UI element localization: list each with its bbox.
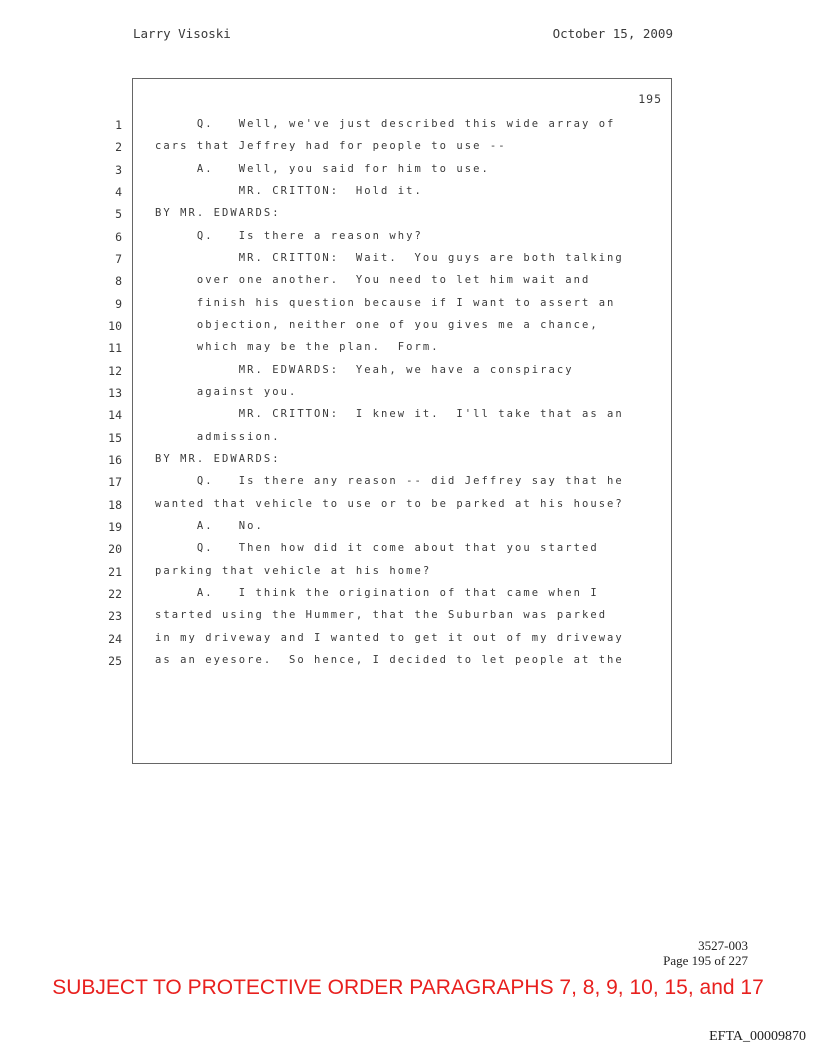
line-number: 16 xyxy=(108,453,122,467)
line-text: A. No. xyxy=(155,520,264,532)
line-text: BY MR. EDWARDS: xyxy=(155,453,281,465)
line-number: 9 xyxy=(115,297,122,311)
transcript-page-number: 195 xyxy=(638,92,662,106)
line-number: 11 xyxy=(108,341,122,355)
line-number: 21 xyxy=(108,565,122,579)
line-number: 13 xyxy=(108,386,122,400)
line-text: finish his question because if I want to assert an xyxy=(155,297,616,309)
line-text: parking that vehicle at his home? xyxy=(155,565,432,577)
line-number: 22 xyxy=(108,587,122,601)
line-number: 20 xyxy=(108,542,122,556)
line-text: admission. xyxy=(155,431,281,443)
line-number: 18 xyxy=(108,498,122,512)
line-number: 8 xyxy=(115,274,122,288)
line-number: 19 xyxy=(108,520,122,534)
line-text: over one another. You need to let him wait and xyxy=(155,274,591,286)
line-text: wanted that vehicle to use or to be parked at his house? xyxy=(155,498,624,510)
line-text: which may be the plan. Form. xyxy=(155,341,440,353)
line-text: against you. xyxy=(155,386,298,398)
line-text: Q. Then how did it come about that you started xyxy=(155,542,599,554)
line-number: 15 xyxy=(108,431,122,445)
line-number: 12 xyxy=(108,364,122,378)
line-text: in my driveway and I wanted to get it out of my driveway xyxy=(155,632,624,644)
bates-number: EFTA_00009870 xyxy=(709,1029,806,1044)
line-text: started using the Hummer, that the Suburban was parked xyxy=(155,609,608,621)
line-number: 23 xyxy=(108,609,122,623)
line-text: as an eyesore. So hence, I decided to let people at the xyxy=(155,654,624,666)
line-number: 6 xyxy=(115,230,122,244)
line-text: Q. Well, we've just described this wide array of xyxy=(155,118,616,130)
header-date: October 15, 2009 xyxy=(552,26,673,41)
line-text: MR. CRITTON: Wait. You guys are both talking xyxy=(155,252,624,264)
line-number: 10 xyxy=(108,319,122,333)
line-text: Q. Is there any reason -- did Jeffrey say that he xyxy=(155,475,624,487)
line-text: cars that Jeffrey had for people to use -- xyxy=(155,140,507,152)
protective-order-notice: SUBJECT TO PROTECTIVE ORDER PARAGRAPHS 7, 8, 9, 10, 15, and 17 xyxy=(52,976,764,999)
line-number: 2 xyxy=(115,140,122,154)
line-text: BY MR. EDWARDS: xyxy=(155,207,281,219)
line-number: 5 xyxy=(115,207,122,221)
line-number: 24 xyxy=(108,632,122,646)
doc-code: 3527-003 xyxy=(698,938,748,953)
line-text: MR. CRITTON: Hold it. xyxy=(155,185,423,197)
page-of: Page 195 of 227 xyxy=(663,953,748,968)
line-text: MR. EDWARDS: Yeah, we have a conspiracy xyxy=(155,364,574,376)
line-number: 7 xyxy=(115,252,122,266)
line-text: MR. CRITTON: I knew it. I'll take that as an xyxy=(155,408,624,420)
line-number: 1 xyxy=(115,118,122,132)
line-text: A. I think the origination of that came when I xyxy=(155,587,599,599)
line-text: A. Well, you said for him to use. xyxy=(155,163,490,175)
header-witness: Larry Visoski xyxy=(133,26,231,41)
line-number: 4 xyxy=(115,185,122,199)
footer-identifier xyxy=(663,938,748,968)
line-number: 14 xyxy=(108,408,122,422)
line-number: 17 xyxy=(108,475,122,489)
line-text: objection, neither one of you gives me a chance, xyxy=(155,319,599,331)
line-number: 25 xyxy=(108,654,122,668)
line-number: 3 xyxy=(115,163,122,177)
line-text: Q. Is there a reason why? xyxy=(155,230,423,242)
